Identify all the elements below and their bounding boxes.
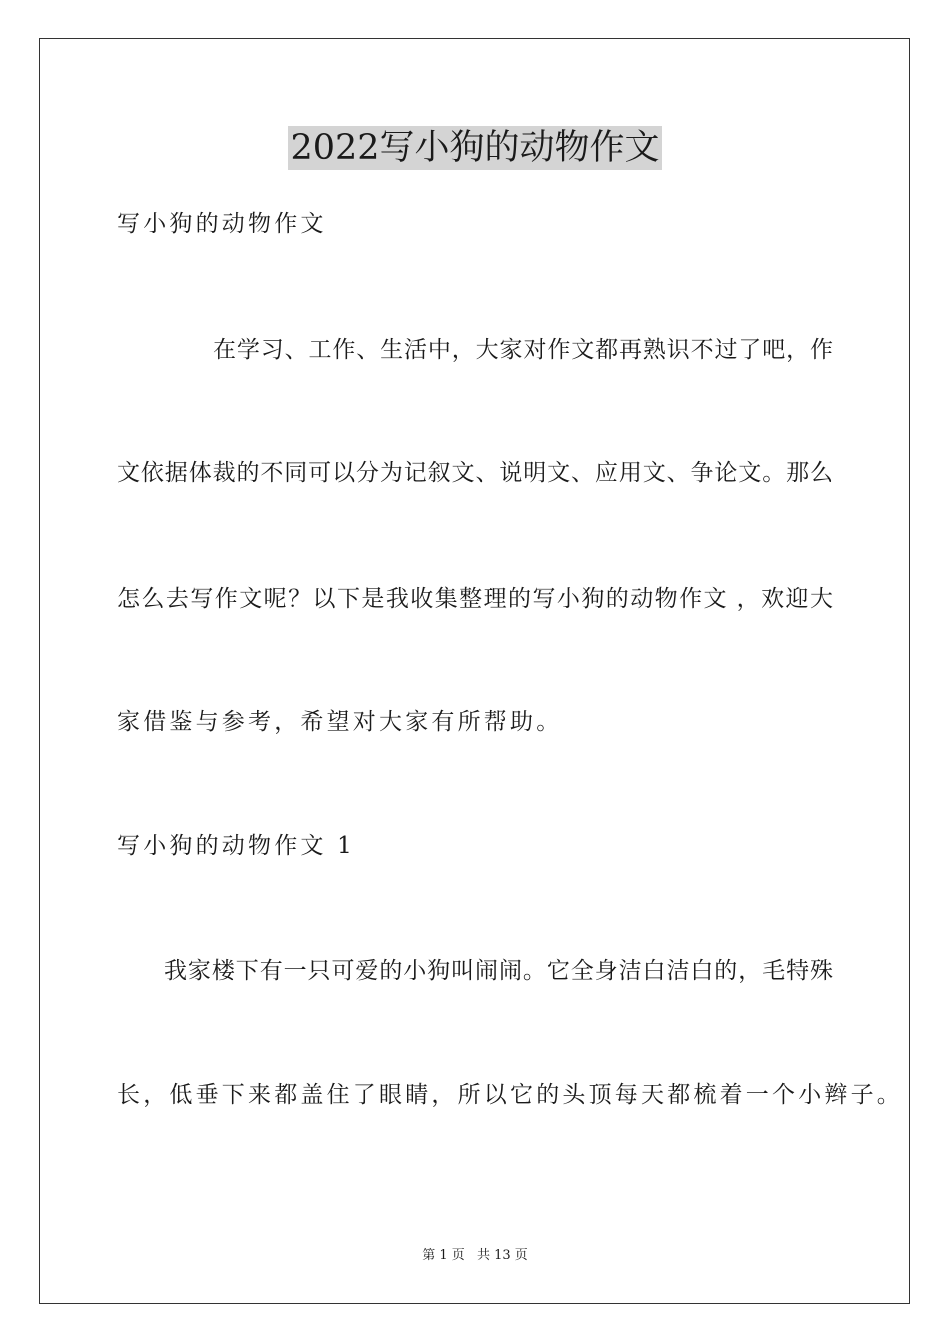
document-subtitle: 写小狗的动物作文 <box>117 211 327 237</box>
intro-line-2: 文依据体裁的不同可以分为记叙文、说明文、应用文、争论文。那么 <box>117 460 833 486</box>
body-line-2: 长，低垂下来都盖住了眼睛，所以它的头顶每天都梳着一个小辫子。 <box>117 1082 903 1108</box>
intro-line-4: 家借鉴与参考，希望对大家有所帮助。 <box>117 709 563 735</box>
intro-line-1: 在学习、工作、生活中，大家对作文都再熟识不过了吧，作 <box>213 337 833 363</box>
title-container <box>0 126 950 170</box>
document-title: 2022写小狗的动物作文 <box>290 128 660 168</box>
body-line-1: 我家楼下有一只可爱的小狗叫闹闹。它全身洁白洁白的，毛特殊 <box>164 958 833 984</box>
page-total: 共 13 页 <box>476 1248 528 1263</box>
section-heading: 写小狗的动物作文 1 <box>117 833 355 859</box>
page-number: 第 1 页 <box>422 1248 465 1263</box>
page-footer <box>0 1247 950 1265</box>
intro-line-3: 怎么去写作文呢？以下是我收集整理的写小狗的动物作文 ，欢迎大 <box>117 586 833 612</box>
